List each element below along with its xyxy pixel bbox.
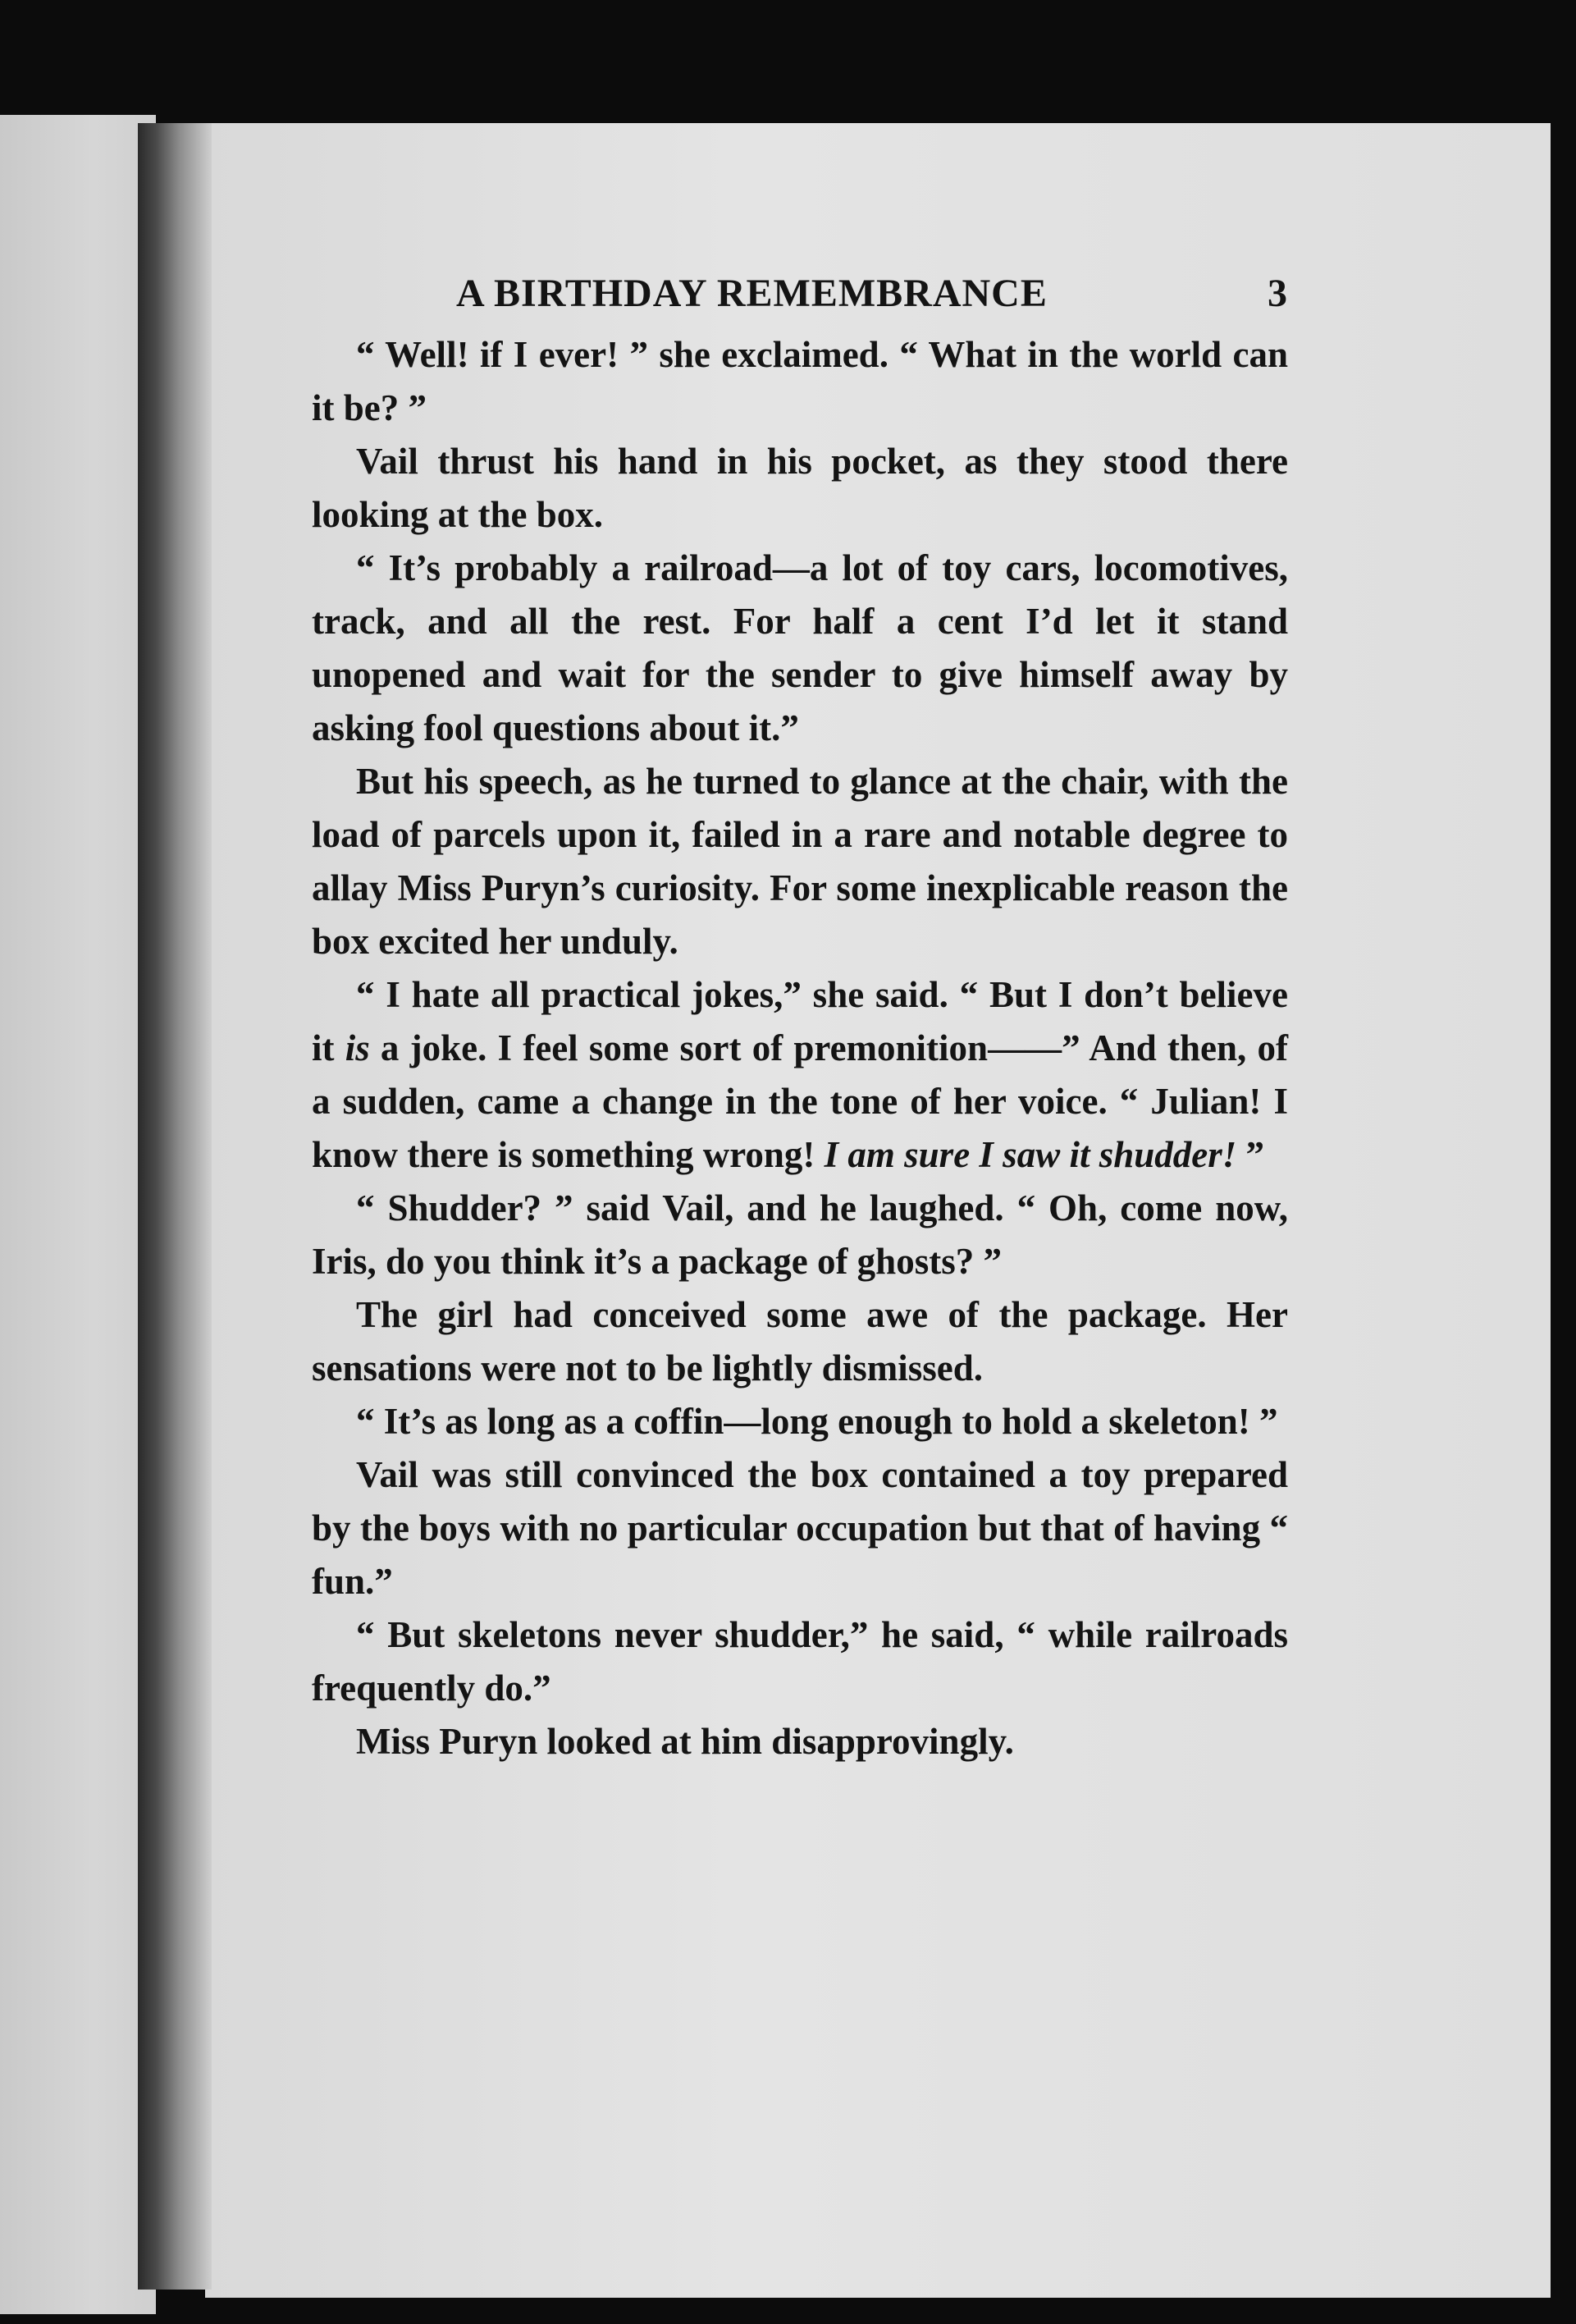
left-page-edge — [0, 115, 156, 2314]
paragraph-1: “ Well! if I ever! ” she exclaimed. “ What in the world can it be? ” — [312, 334, 1288, 428]
paragraph-9: Vail was still convinced the box contained a toy prepared by the boys with no particular occupation but that of having “ fun.” — [312, 1454, 1288, 1602]
paragraph-3: “ It’s probably a railroad—a lot of toy cars, locomotives, track, and all the rest. For half a cent I’d let it stand unopened and wait for the sender to give himself away by asking fool questions about it.” — [312, 547, 1288, 748]
paragraph-10: “ But skeletons never shudder,” he said, “ while railroads frequently do.” — [312, 1614, 1288, 1709]
paragraph-5 — [312, 968, 1288, 1182]
running-head-title: A BIRTHDAY REMEMBRANCE — [456, 272, 1048, 315]
paragraph-6: “ Shudder? ” said Vail, and he laughed. “ Oh, come now, Iris, do you think it’s a package of ghosts? ” — [312, 1187, 1288, 1282]
paragraph-8: “ It’s as long as a coffin—long enough to hold a skeleton! ” — [356, 1401, 1278, 1442]
paragraph-5-part-e: ” — [1236, 1134, 1265, 1175]
paragraph-5-italic-shudder: I am sure I saw it shudder! — [824, 1134, 1237, 1175]
paragraph-7: The girl had conceived some awe of the package. Her sensations were not to be lightly dismissed. — [312, 1294, 1288, 1388]
paragraph-5-part-c: a joke. I feel some sort of premonition——” And then, of a sudden, came a change in the tone of her voice. “ Julian! I know there is something wrong! — [312, 1027, 1288, 1175]
paragraph-5-part-a: “ I hate all practical jokes,” she said. “ But I don’t believe it — [312, 974, 1288, 1068]
paragraph-5-italic-is: is — [345, 1027, 370, 1068]
paragraph-2: Vail thrust his hand in his pocket, as they stood there looking at the box. — [312, 441, 1288, 535]
paragraph-11: Miss Puryn looked at him disapprovingly. — [356, 1721, 1014, 1762]
book-gutter-shadow — [138, 123, 212, 2290]
page-content — [312, 271, 1288, 1768]
paragraph-4: But his speech, as he turned to glance at the chair, with the load of parcels upon it, failed in a rare and notable degree to allay Miss Puryn’s curiosity. For some inexplicable reason the box excited her unduly. — [312, 761, 1288, 962]
running-head — [312, 271, 1288, 328]
page-number: 3 — [1268, 272, 1288, 315]
